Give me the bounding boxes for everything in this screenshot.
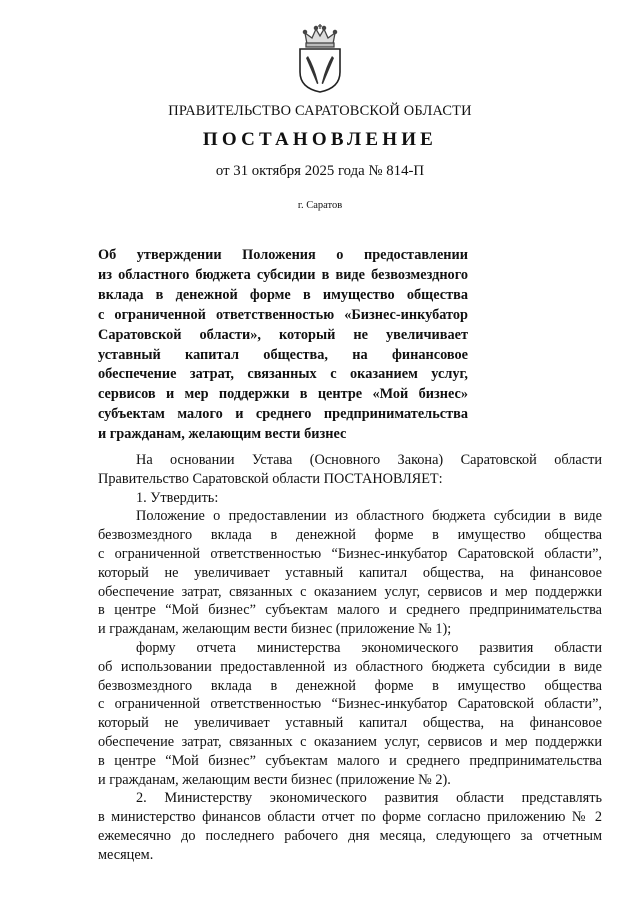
body-line: Правительство Саратовской области ПОСТАНОВЛЯЕТ: — [98, 470, 443, 487]
body-line: в центре “Мой бизнес” субъектам малого и среднего предпринимательства — [98, 602, 602, 619]
body-line: с ограниченной ответственностью “Бизнес-инкубатор Саратовской области”, — [98, 696, 602, 713]
body-line: об использовании предоставленной из областного бюджета субсидии в виде — [98, 658, 602, 675]
government-name: ПРАВИТЕЛЬСТВО САРАТОВСКОЙ ОБЛАСТИ — [168, 103, 472, 119]
body-line: 2. Министерству экономического развития области представлять — [136, 790, 602, 807]
body-line: безвозмездного вклада в денежной форме в имущество общества — [98, 527, 602, 544]
body-line: в центре “Мой бизнес” субъектам малого и среднего предпринимательства — [98, 752, 602, 769]
body-line: обеспечение затрат, связанных с оказанием услуг, сервисов и мер поддержки — [98, 583, 602, 600]
title-line: из областного бюджета субсидии в виде безвозмездного — [98, 266, 468, 283]
document-title — [98, 246, 468, 445]
body-line: Положение о предоставлении из областного бюджета субсидии в виде — [136, 508, 602, 525]
body-line: 1. Утвердить: — [136, 489, 219, 506]
body-line: который не увеличивает уставный капитал общества, на финансовое — [98, 564, 602, 581]
body-line: и гражданам, желающим вести бизнес (приложение № 2). — [98, 771, 451, 788]
body-line: безвозмездного вклада в денежной форме в имущество общества — [98, 677, 602, 694]
title-line: сервисов и мер поддержки в центре «Мой бизнес» — [98, 386, 468, 403]
body-line: месяцем. — [98, 846, 154, 863]
body-line: и гражданам, желающим вести бизнес (приложение № 1); — [98, 621, 452, 638]
title-line: с ограниченной ответственностью «Бизнес-инкубатор — [98, 306, 468, 323]
title-line: Саратовской области», который не увеличивает — [98, 326, 468, 343]
document-date-number: от 31 октября 2025 года № 814-П — [215, 163, 425, 179]
body-line: в министерство финансов области отчет по форме согласно приложению № 2 — [98, 809, 602, 826]
title-line: Об утверждении Положения о предоставлении — [98, 247, 468, 263]
body-line: который не увеличивает уставный капитал общества, на финансовое — [98, 715, 602, 732]
document-type: ПОСТАНОВЛЕНИЕ — [202, 129, 438, 150]
body-line: ежемесячно до последнего рабочего дня месяца, следующего за отчетным — [98, 827, 602, 844]
document-city: г. Саратов — [297, 200, 343, 211]
document-body — [98, 451, 602, 865]
title-line: уставный капитал общества, на финансовое — [98, 346, 468, 363]
title-line: субъектам малого и среднего предпринимательства — [98, 406, 468, 423]
title-line: вклада в денежной форме в имущество общества — [98, 286, 468, 303]
body-line: с ограниченной ответственностью “Бизнес-инкубатор Саратовской области”, — [98, 545, 602, 562]
saratov-coat-of-arms-icon — [290, 22, 350, 94]
body-line: На основании Устава (Основного Закона) Саратовской области — [136, 452, 602, 468]
title-line: обеспечение затрат, связанных с оказанием услуг, — [98, 366, 468, 383]
body-line: форму отчета министерства экономического развития области — [136, 639, 602, 656]
title-line: и гражданам, желающим вести бизнес — [98, 426, 347, 443]
body-line: обеспечение затрат, связанных с оказанием услуг, сервисов и мер поддержки — [98, 733, 602, 750]
